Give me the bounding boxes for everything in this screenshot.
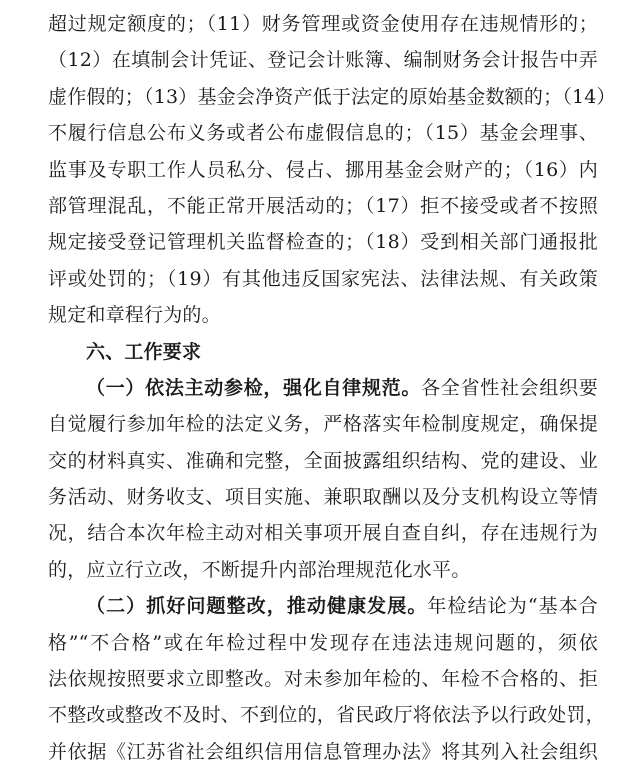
text-line: 况，结合本次年检主动对相关事项开展自查自纠，存在违规行为 xyxy=(48,522,598,545)
text-line: 规定和章程行为的。 xyxy=(48,304,221,327)
paragraph-lead-text: 年检结论为“基本合 xyxy=(427,595,599,618)
text-line: 评或处罚的；（19）有其他违反国家宪法、法律法规、有关政策 xyxy=(48,267,598,290)
paragraph-requirement-1 xyxy=(48,370,598,588)
text-line xyxy=(48,370,598,406)
section-heading: 六、工作要求 xyxy=(86,340,202,363)
text-line: 不履行信息公布义务或者公布虚假信息的；（15）基金会理事、 xyxy=(48,122,598,145)
text-line: 交的材料真实、准确和完整，全面披露组织结构、党的建设、业 xyxy=(48,449,598,472)
text-line: 超过规定额度的；（11）财务管理或资金使用存在违规情形的； xyxy=(48,13,598,35)
text-line: 格”“不合格”或在年检过程中发现存在违法违规问题的，须依 xyxy=(48,631,598,654)
text-line: 监事及专职工作人员私分、侵占、挪用基金会财产的；（16）内 xyxy=(48,158,598,181)
text-line: 部管理混乱，不能正常开展活动的；（17）拒不接受或者不按照 xyxy=(48,194,598,217)
paragraph-violations-list xyxy=(48,6,616,334)
paragraph-lead-heading: （一）依法主动参检，强化自律规范。 xyxy=(86,376,422,399)
text-line: 的，应立行立改，不断提升内部治理规范化水平。 xyxy=(48,558,471,581)
text-line: 虚作假的；（13）基金会净资产低于法定的原始基金数额的；（14） xyxy=(48,85,616,108)
text-line: 自觉履行参加年检的法定义务，严格落实年检制度规定，确保提 xyxy=(48,413,598,436)
text-line: （12）在填制会计凭证、登记会计账簿、编制财务会计报告中弄 xyxy=(48,49,598,72)
text-line: 务活动、财务收支、项目实施、兼职取酬以及分支机构设立等情 xyxy=(48,486,598,509)
text-line xyxy=(48,588,598,624)
text-line: 规定接受登记管理机关监督检查的；（18）受到相关部门通报批 xyxy=(48,231,598,254)
text-line: 并依据《江苏省社会组织信用信息管理办法》将其列入社会组织 xyxy=(48,740,598,763)
paragraph-requirement-2 xyxy=(48,588,605,770)
text-line: 法依规按照要求立即整改。对未参加年检的、年检不合格的、拒 xyxy=(48,668,598,691)
paragraph-lead-text: 各全省性社会组织要 xyxy=(421,376,598,399)
text-line: 不整改或整改不及时、不到位的，省民政厅将依法予以行政处罚， xyxy=(48,704,605,727)
paragraph-lead-heading: （二）抓好问题整改，推动健康发展。 xyxy=(86,595,428,618)
